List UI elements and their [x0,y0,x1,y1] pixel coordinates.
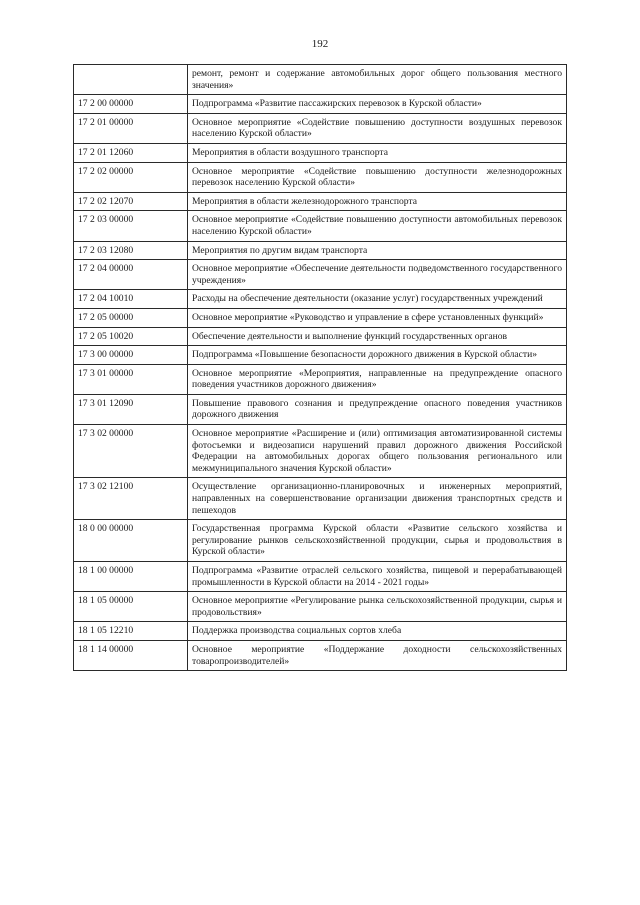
table-row [74,192,567,211]
row-description-cell: Расходы на обеспечение деятельности (оказание услуг) государственных учреждений [188,290,567,309]
row-code-cell: 17 3 02 12100 [74,478,188,520]
table-row [74,425,567,478]
row-description-cell: Осуществление организационно-планировочных и инженерных мероприятий, направленных на совершенствование организации движения транспортных средств и пешеходов [188,478,567,520]
table-row [74,162,567,192]
row-description-cell: Государственная программа Курской области «Развитие сельского хозяйства и регулирование рынков сельскохозяйственной продукции, сырья и продовольствия в Курской области» [188,520,567,562]
row-code-cell: 17 3 01 12090 [74,394,188,424]
table-row [74,346,567,365]
row-description-cell: Основное мероприятие «Содействие повышению доступности железнодорожных перевозок населению Курской области» [188,162,567,192]
table-row [74,143,567,162]
row-description-cell: Основное мероприятие «Мероприятия, направленные на предупреждение опасного поведения участников дорожного движения» [188,364,567,394]
row-description-cell: Основное мероприятие «Содействие повышению доступности автомобильных перевозок населению Курской области» [188,211,567,241]
table-row [74,308,567,327]
row-code-cell: 17 2 04 10010 [74,290,188,309]
row-description-cell: Основное мероприятие «Поддержание доходности сельскохозяйственных товаропроизводителей» [188,640,567,670]
table-row [74,562,567,592]
row-code-cell: 18 0 00 00000 [74,520,188,562]
table-row [74,260,567,290]
row-description-cell: Основное мероприятие «Обеспечение деятельности подведомственного государственного учреждения» [188,260,567,290]
table-row [74,95,567,114]
row-code-cell: 17 2 03 12080 [74,241,188,260]
table-row [74,364,567,394]
row-description-cell: Мероприятия в области железнодорожного транспорта [188,192,567,211]
row-code-cell: 17 2 00 00000 [74,95,188,114]
row-code-cell: 18 1 05 12210 [74,622,188,641]
row-description-cell: Подпрограмма «Повышение безопасности дорожного движения в Курской области» [188,346,567,365]
row-description-cell: Повышение правового сознания и предупреждение опасного поведения участников дорожного движения [188,394,567,424]
row-description-cell: Мероприятия в области воздушного транспорта [188,143,567,162]
row-code-cell: 17 2 02 12070 [74,192,188,211]
table-row [74,592,567,622]
table-row [74,290,567,309]
row-code-cell [74,65,188,95]
row-description-cell: Поддержка производства социальных сортов хлеба [188,622,567,641]
row-code-cell: 17 2 05 10020 [74,327,188,346]
table-body [74,65,567,671]
row-description-cell: Обеспечение деятельности и выполнение функций государственных органов [188,327,567,346]
table-row [74,520,567,562]
table-row [74,394,567,424]
row-code-cell: 18 1 00 00000 [74,562,188,592]
table-row [74,211,567,241]
table-row [74,640,567,670]
row-code-cell: 17 3 00 00000 [74,346,188,365]
row-description-cell: ремонт, ремонт и содержание автомобильных дорог общего пользования местного значения» [188,65,567,95]
row-description-cell: Основное мероприятие «Содействие повышению доступности воздушных перевозок населению Курской области» [188,113,567,143]
table-row [74,113,567,143]
row-code-cell: 17 2 01 12060 [74,143,188,162]
table-row [74,241,567,260]
row-code-cell: 17 2 03 00000 [74,211,188,241]
budget-classification-table [73,64,567,671]
table-row [74,65,567,95]
row-code-cell: 17 3 01 00000 [74,364,188,394]
row-code-cell: 17 2 05 00000 [74,308,188,327]
page-number: 192 [311,38,329,50]
row-code-cell: 18 1 05 00000 [74,592,188,622]
row-code-cell: 17 2 04 00000 [74,260,188,290]
row-code-cell: 17 2 01 00000 [74,113,188,143]
row-description-cell: Мероприятия по другим видам транспорта [188,241,567,260]
row-code-cell: 17 3 02 00000 [74,425,188,478]
row-description-cell: Основное мероприятие «Регулирование рынка сельскохозяйственной продукции, сырья и продовольствия» [188,592,567,622]
table-row [74,327,567,346]
row-description-cell: Подпрограмма «Развитие пассажирских перевозок в Курской области» [188,95,567,114]
table-row [74,622,567,641]
row-code-cell: 18 1 14 00000 [74,640,188,670]
table-row [74,478,567,520]
row-description-cell: Подпрограмма «Развитие отраслей сельского хозяйства, пищевой и перерабатывающей промышленности в Курской области на 2014 - 2021 годы» [188,562,567,592]
row-code-cell: 17 2 02 00000 [74,162,188,192]
row-description-cell: Основное мероприятие «Руководство и управление в сфере установленных функций» [188,308,567,327]
row-description-cell: Основное мероприятие «Расширение и (или) оптимизация автоматизированной системы фотосъемки и видеозаписи нарушений правил дорожного движения Российской Федерации на автомобильных дорогах общего пользования регионального или межмуниципального значения Курской области» [188,425,567,478]
